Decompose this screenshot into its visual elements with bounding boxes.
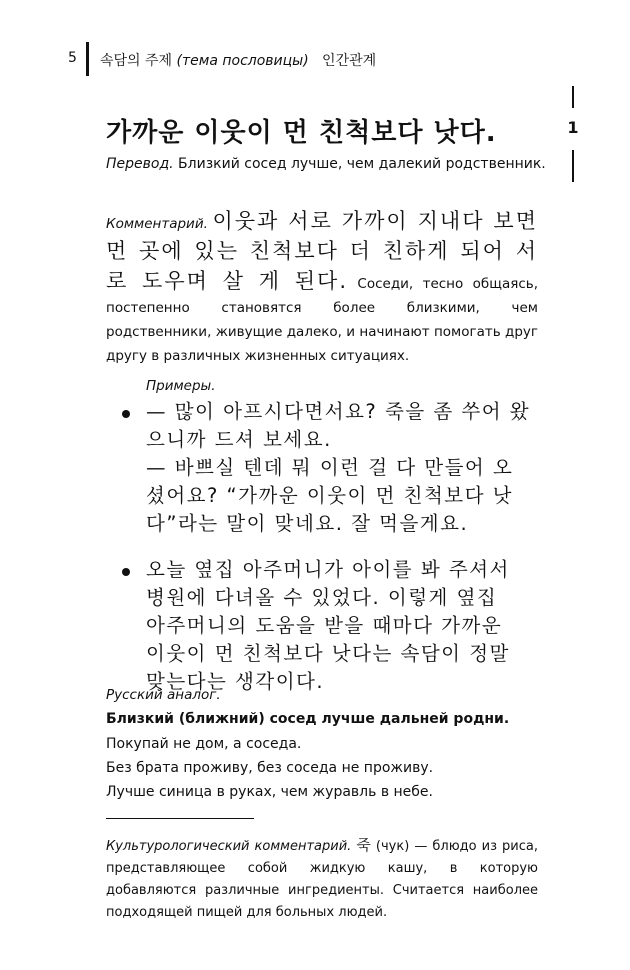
header-section: 인간관계 (322, 53, 377, 69)
cultural-note (106, 834, 538, 924)
margin-marker-line-bottom (572, 150, 574, 182)
analog-proverb: Лучше синица в руках, чем журавль в небе. (106, 784, 433, 800)
example-item (120, 398, 540, 538)
proverb-title: 가까운 이웃이 먼 친척보다 낫다. (106, 118, 497, 148)
example-line: 맞는다는 생각이다. (146, 670, 325, 693)
cultural-note-label: Культурологический комментарий. (106, 839, 352, 854)
cultural-note-text: (чук) — блюдо из риса, представляющее собой жидкую кашу, в которую добавляются различные ингредиенты. Считается наиболее подходящей пищей для больных людей. (106, 839, 539, 920)
example-line: — 바쁘실 텐데 뭐 이런 걸 다 만들어 오 (146, 456, 514, 479)
example-line: 오늘 옆집 아주머니가 아이를 봐 주셔서 (146, 558, 510, 581)
example-line: 다”라는 말이 맞네요. 잘 먹을게요. (146, 512, 469, 535)
commentary-label: Комментарий. (106, 216, 208, 232)
cultural-note-term: 죽 (356, 836, 371, 854)
examples-label: Примеры. (146, 378, 216, 394)
example-line: 셨어요? “가까운 이웃이 먼 친척보다 낫 (146, 484, 513, 507)
bullet-icon (122, 568, 130, 576)
analog-proverb: Без брата проживу, без соседа не проживу. (106, 760, 434, 776)
commentary-russian: Соседи, тесно общаясь, постепенно становятся более близкими, чем родственники, живущие далеко, и начинают помогать друг другу в различных жизненных ситуациях. (106, 276, 539, 364)
example-line: 이웃이 먼 친척보다 낫다는 속담이 정말 (146, 642, 510, 665)
header-title-ru: (тема пословицы) (176, 53, 309, 69)
running-header (64, 40, 484, 76)
russian-analog (106, 684, 538, 804)
header-title (100, 50, 376, 70)
example-item (120, 556, 540, 696)
analog-label: Русский аналог. (106, 687, 221, 703)
commentary-korean: 이웃과 서로 가까이 지내다 보면 먼 곳에 있는 친척보다 더 친하게 되어 서로 도우며 살 게 된다. (106, 209, 538, 293)
commentary (106, 206, 538, 368)
analog-proverb: Покупай не дом, а соседа. (106, 736, 302, 752)
proverb-translation (106, 156, 546, 172)
page-number: 5 (68, 50, 77, 66)
example-line: 아주머니의 도움을 받을 때마다 가까운 (146, 614, 503, 637)
example-line: 으니까 드셔 보세요. (146, 428, 332, 451)
margin-marker-number: 1 (567, 118, 579, 137)
header-title-ko: 속담의 주제 (100, 53, 173, 69)
header-divider (86, 42, 89, 76)
example-line: 병원에 다녀올 수 있었다. 이렇게 옆집 (146, 586, 498, 609)
translation-label: Перевод. (106, 156, 174, 172)
translation-text: Близкий сосед лучше, чем далекий родственник. (178, 156, 546, 172)
analog-main: Близкий (ближний) сосед лучше дальней родни. (106, 711, 510, 727)
footnote-rule (106, 818, 254, 819)
bullet-icon (122, 410, 130, 418)
examples-list (120, 398, 540, 714)
example-line: — 많이 아프시다면서요? 죽을 좀 쑤어 왔 (146, 400, 531, 423)
margin-marker-line-top (572, 86, 574, 108)
